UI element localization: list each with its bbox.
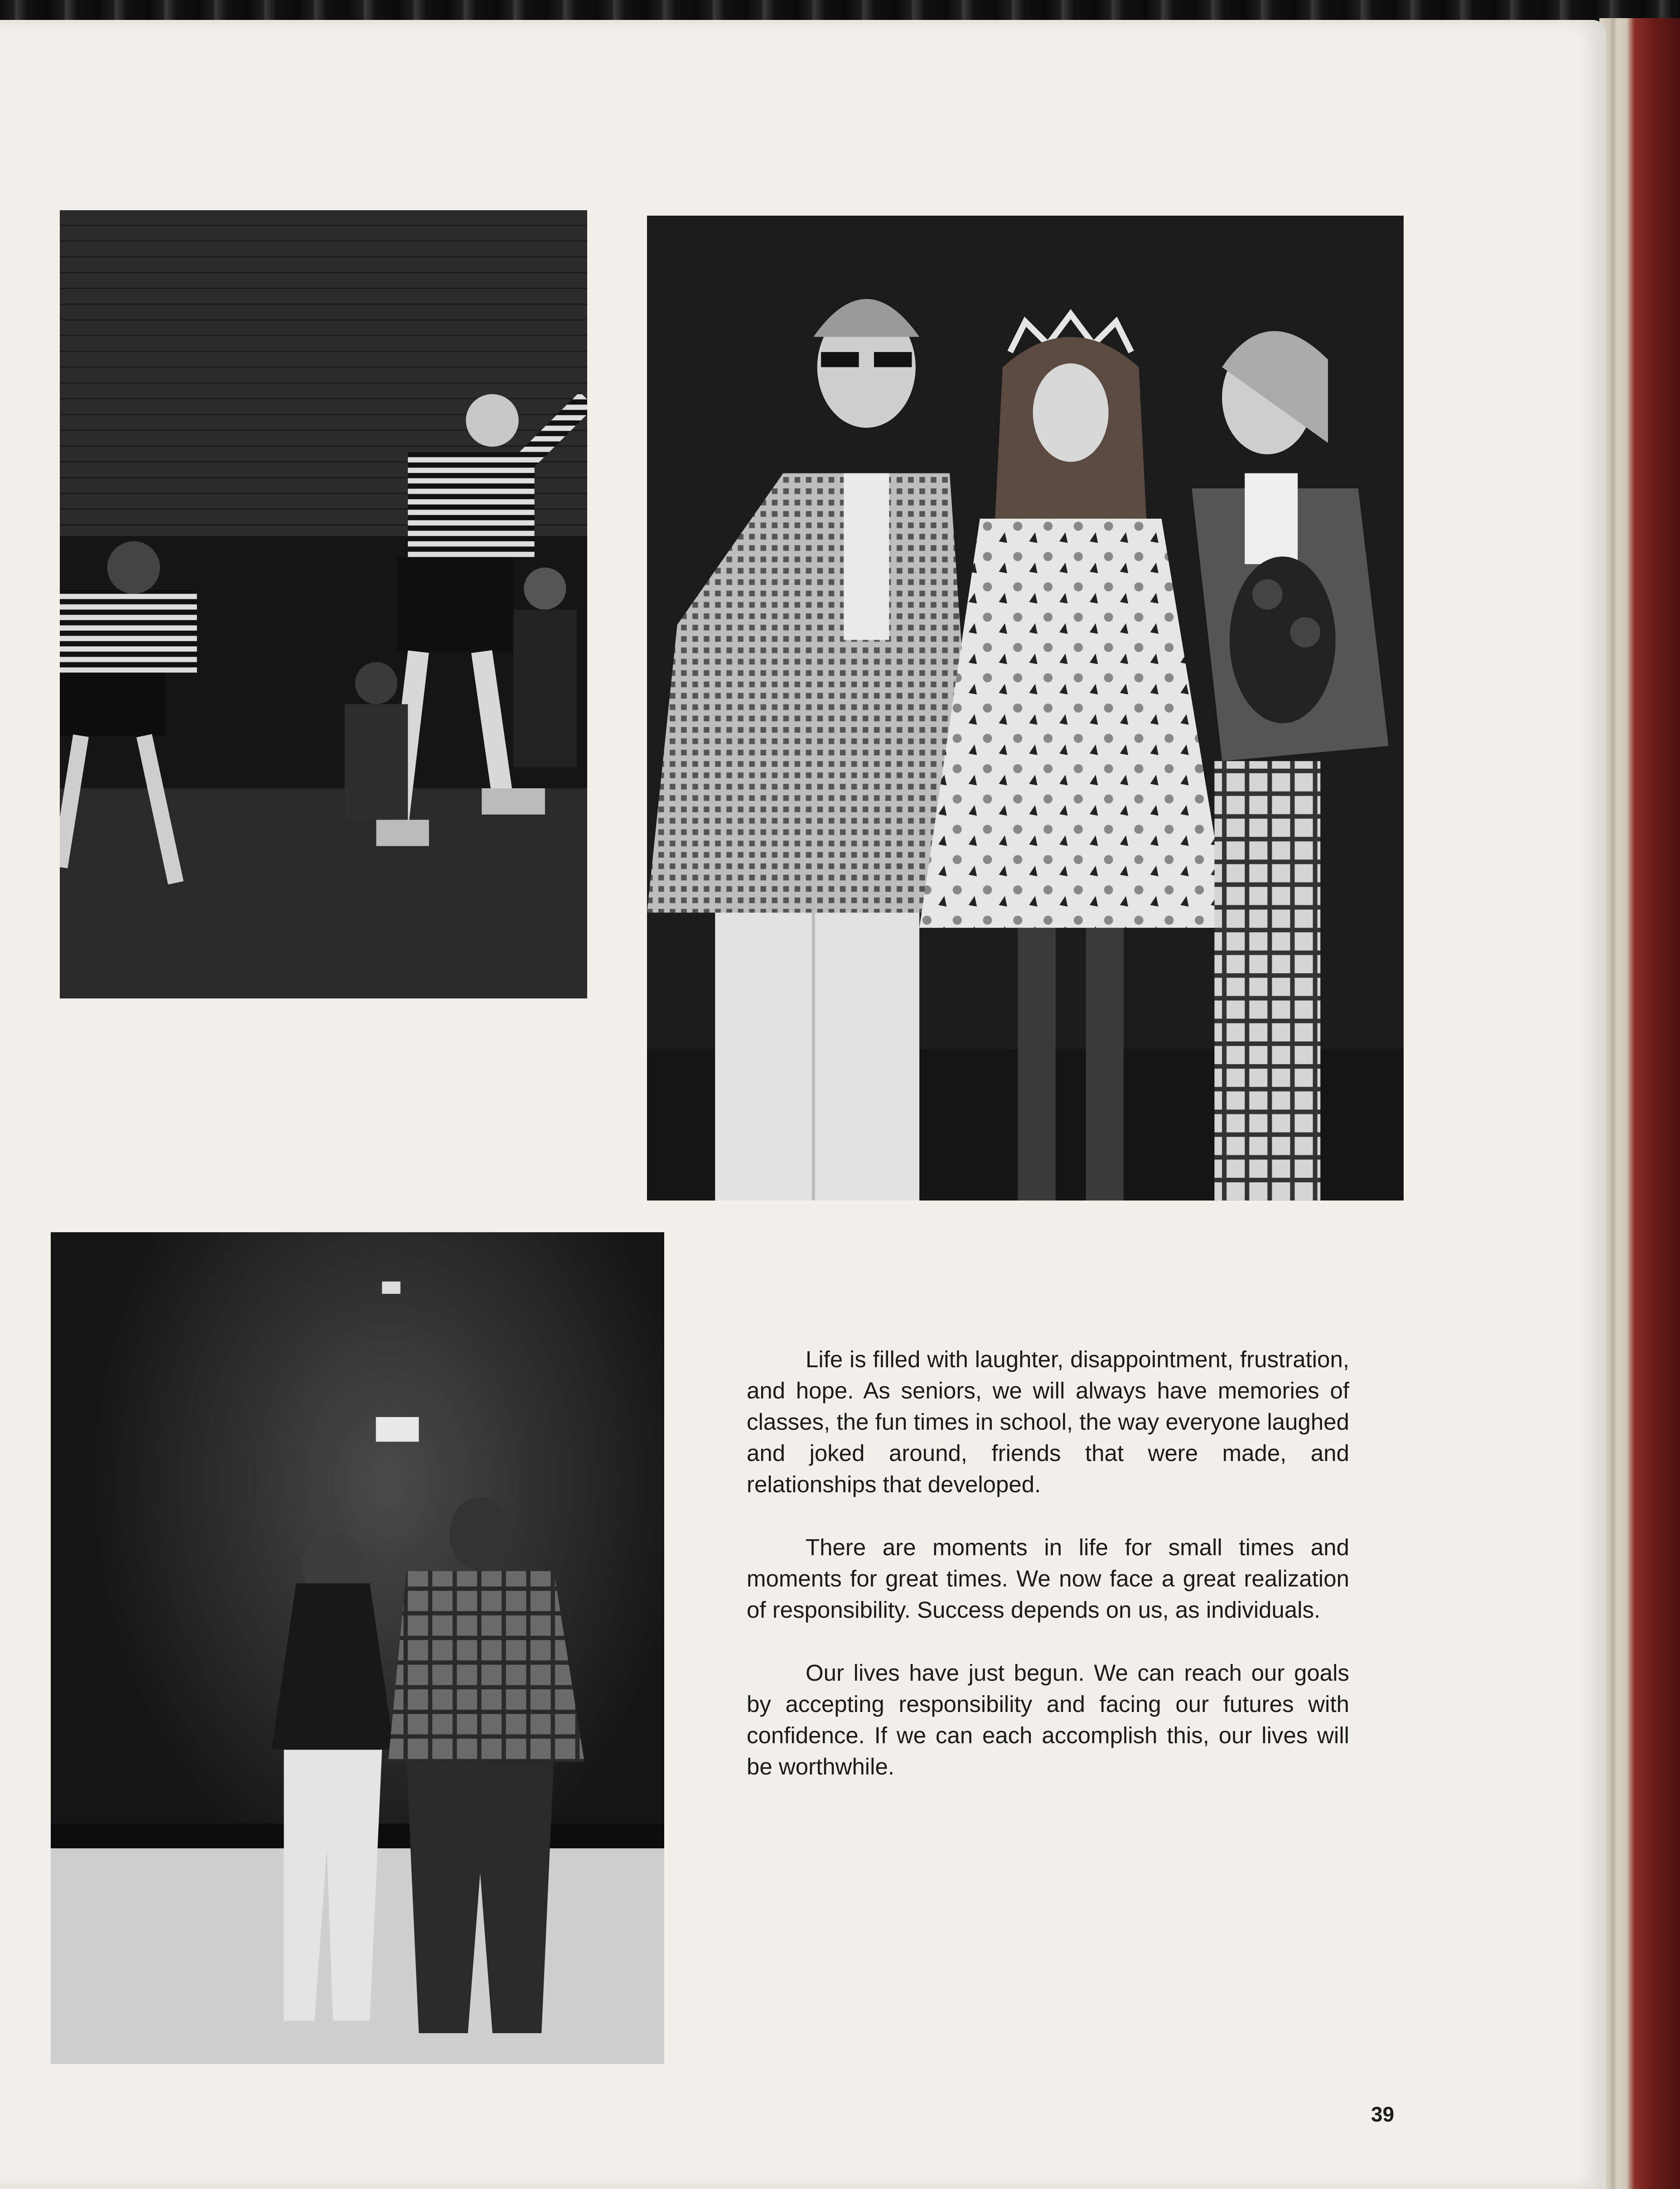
body-paragraph: There are moments in life for small times and moments for great times. We now face a great realization of responsibility. Success depends on us, as individuals. xyxy=(747,1534,1349,1623)
page-number: 39 xyxy=(1371,2102,1395,2126)
photo-couple-hallway xyxy=(51,1232,664,2064)
book-cover-edge xyxy=(1599,18,1680,2189)
photo-dancers xyxy=(60,210,587,998)
photo-crowned-queen-escorts-icon xyxy=(647,216,1404,1201)
body-paragraph: Our lives have just begun. We can reach our goals by accepting responsibility and facing our futures with confidence. If we can each accomplish this, our lives will be worthwhile. xyxy=(747,1660,1349,1779)
photo-homecoming-royalty xyxy=(647,216,1404,1201)
body-paragraph: Life is filled with laughter, disappointment, frustration, and hope. As seniors, we will always have memories of classes, the fun times in school, the way everyone laughed and joked around, friends that were made, and relationships that developed. xyxy=(747,1346,1349,1497)
photo-couple-walking-hallway-icon xyxy=(51,1232,664,2064)
photo-dancing-students-icon xyxy=(60,210,587,998)
yearbook-page xyxy=(0,20,1606,2189)
body-text xyxy=(747,1344,1349,1814)
